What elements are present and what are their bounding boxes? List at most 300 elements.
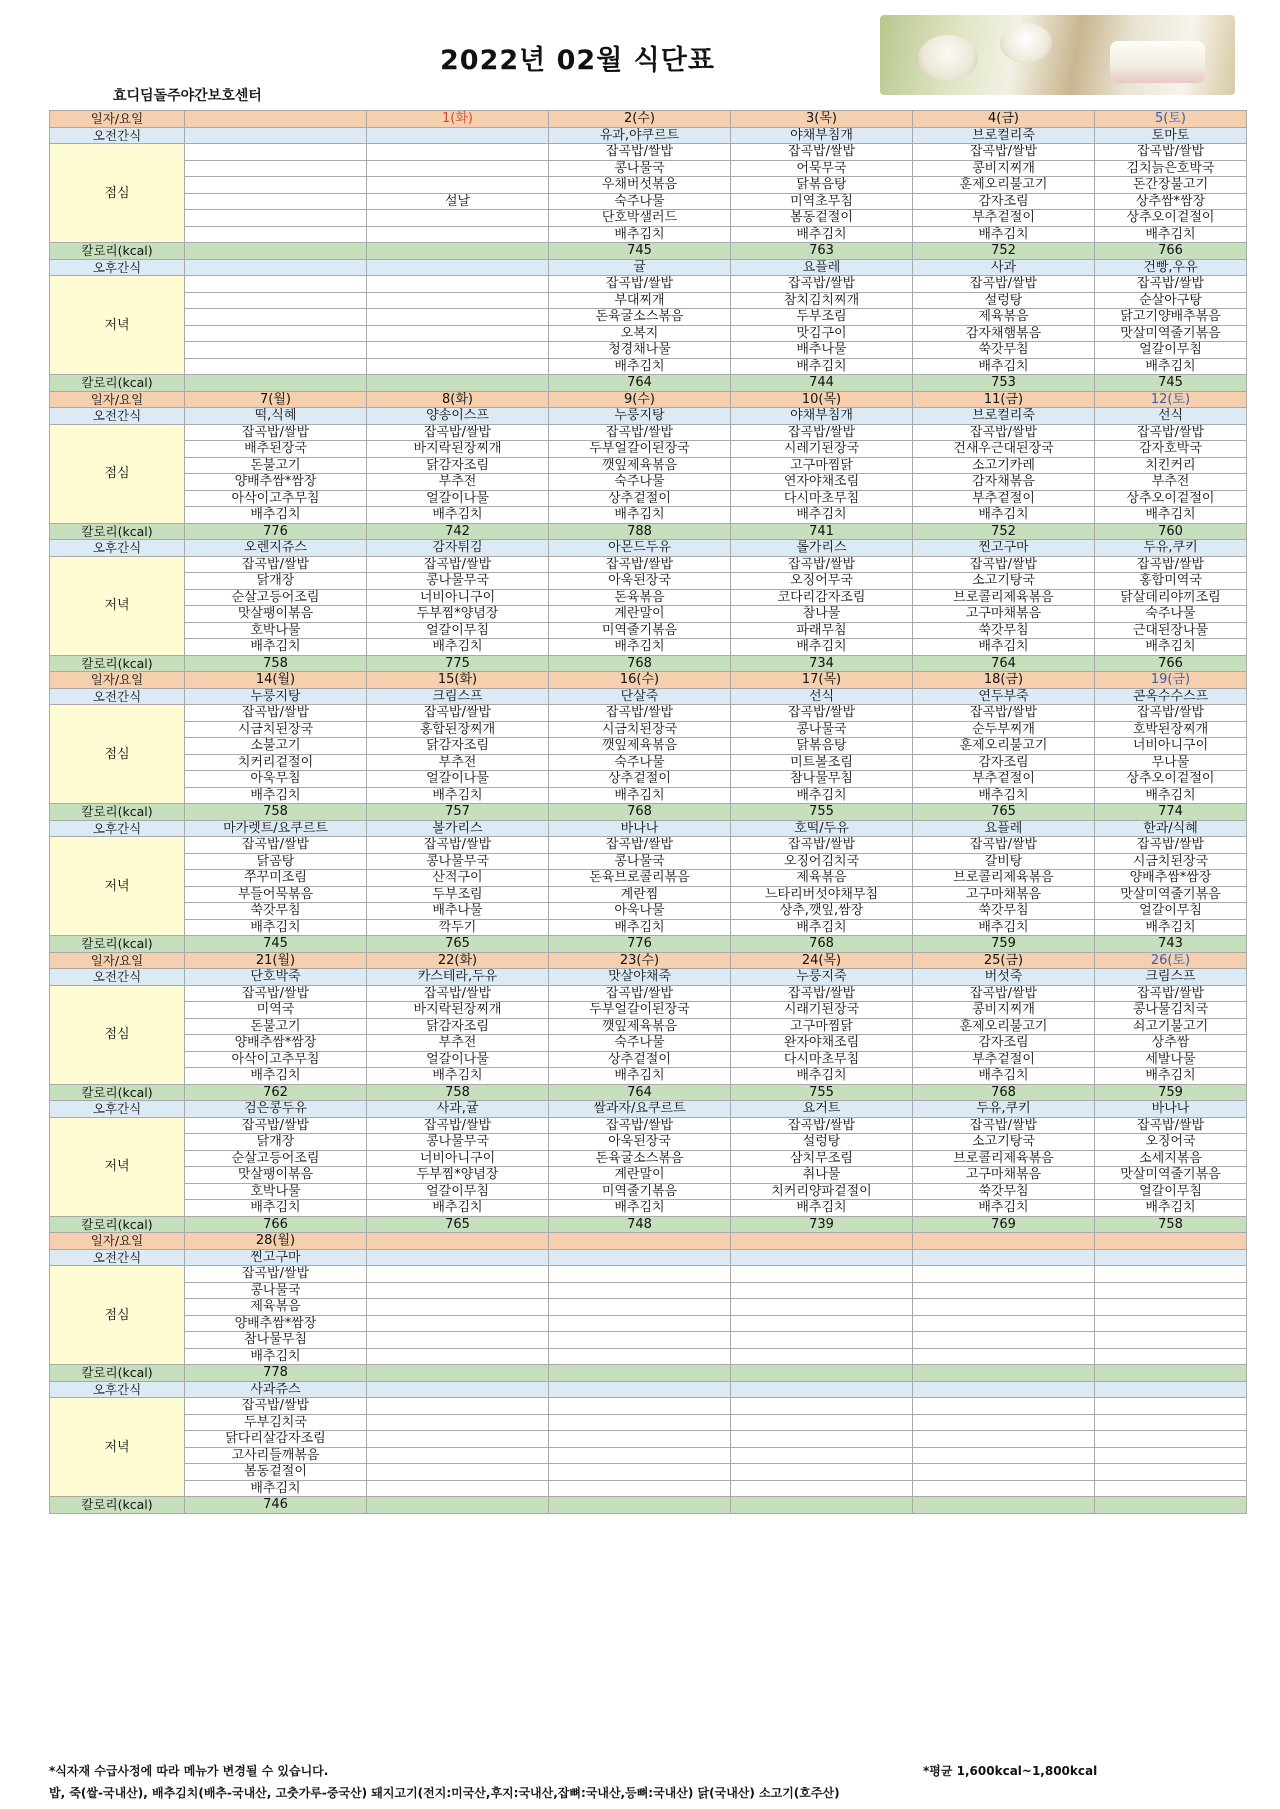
menu-cell: 닭볶음탕: [731, 738, 913, 755]
menu-cell: [1095, 1332, 1247, 1349]
menu-cell: 콩나물무국: [367, 1134, 549, 1151]
menu-cell: 잡곡밥/쌀밥: [731, 556, 913, 573]
menu-cell: 잡곡밥/쌀밥: [367, 985, 549, 1002]
menu-cell: 배추김치: [367, 1200, 549, 1217]
menu-cell: [185, 210, 367, 227]
kcal-cell: 776: [549, 936, 731, 953]
menu-cell: 고구마찜닭: [731, 1018, 913, 1035]
menu-cell: 참치김치찌개: [731, 292, 913, 309]
menu-cell: [731, 1315, 913, 1332]
kcal-cell: 757: [367, 804, 549, 821]
menu-cell: [549, 1348, 731, 1365]
pm-snack-cell: 바나나: [549, 820, 731, 837]
menu-cell: 배추김치: [549, 919, 731, 936]
lunch-row: [50, 457, 1247, 474]
meal-label: 점심: [50, 1266, 185, 1365]
menu-cell: 잡곡밥/쌀밥: [549, 144, 731, 161]
menu-cell: [367, 1299, 549, 1316]
menu-cell: [549, 1414, 731, 1431]
row-label: 칼로리(kcal): [50, 1216, 185, 1233]
menu-cell: 잡곡밥/쌀밥: [367, 1117, 549, 1134]
menu-cell: [549, 1447, 731, 1464]
menu-cell: 소불고기: [185, 738, 367, 755]
menu-cell: 너비아니구이: [367, 1150, 549, 1167]
kcal-cell: 764: [549, 375, 731, 392]
menu-cell: 시래기된장국: [731, 1002, 913, 1019]
kcal-cell-row: [50, 1365, 1247, 1382]
pm-snack-cell: 한과/식혜: [1095, 820, 1247, 837]
kcal-cell: 734: [731, 655, 913, 672]
kcal-cell: 765: [367, 936, 549, 953]
pm-snack-cell: 바나나: [1095, 1101, 1247, 1118]
menu-cell: 배추김치: [1095, 226, 1247, 243]
menu-cell: [185, 292, 367, 309]
menu-cell: 세발나물: [1095, 1051, 1247, 1068]
lunch-row: [50, 721, 1247, 738]
menu-cell: [367, 1348, 549, 1365]
kcal-cell: 763: [731, 243, 913, 260]
date-cell: [1095, 1233, 1247, 1250]
dinner-row: [50, 886, 1247, 903]
dinner-row: [50, 292, 1247, 309]
menu-cell: 배추김치: [549, 1200, 731, 1217]
menu-cell: 어묵무국: [731, 160, 913, 177]
menu-cell: 닭살데리야끼조림: [1095, 589, 1247, 606]
kcal-cell: [549, 1365, 731, 1382]
menu-cell: 닭개장: [185, 573, 367, 590]
lunch-row: [50, 193, 1247, 210]
menu-cell: [731, 1348, 913, 1365]
dinner-row: [50, 622, 1247, 639]
meal-label: 저녁: [50, 1117, 185, 1216]
menu-cell: 닭감자조림: [367, 457, 549, 474]
kcal-cell: [367, 243, 549, 260]
menu-cell: 순살아구탕: [1095, 292, 1247, 309]
menu-cell: 시레기된장국: [731, 441, 913, 458]
lunch-row: [50, 160, 1247, 177]
row-label: 오전간식: [50, 408, 185, 425]
pm-snack-cell: 사과쥬스: [185, 1381, 367, 1398]
menu-cell: 부들어묵볶음: [185, 886, 367, 903]
menu-cell: 돈육브로콜리볶음: [549, 870, 731, 887]
menu-cell: 배추김치: [1095, 919, 1247, 936]
menu-cell: 숙주나물: [549, 1035, 731, 1052]
menu-cell: [913, 1332, 1095, 1349]
menu-cell: [731, 1299, 913, 1316]
date-cell-row: [50, 111, 1247, 128]
pm-snack-cell: [731, 1381, 913, 1398]
lunch-row: [50, 177, 1247, 194]
am-snack-cell-row: [50, 408, 1247, 425]
menu-cell: 부추겉절이: [913, 771, 1095, 788]
kcal-cell: 743: [1095, 936, 1247, 953]
lunch-row: [50, 985, 1247, 1002]
menu-cell: [367, 1332, 549, 1349]
date-cell: [913, 1233, 1095, 1250]
pm-snack-cell: 롤가리스: [731, 540, 913, 557]
menu-cell: 얼갈이나물: [367, 771, 549, 788]
menu-cell: 브로콜리제육볶음: [913, 1150, 1095, 1167]
date-cell: 11(금): [913, 391, 1095, 408]
menu-cell: 미역줄기볶음: [549, 622, 731, 639]
row-label: 칼로리(kcal): [50, 1084, 185, 1101]
menu-cell: 상추오이겉절이: [1095, 490, 1247, 507]
menu-cell: 숙주나물: [549, 474, 731, 491]
menu-cell: [1095, 1282, 1247, 1299]
am-snack-cell: [185, 127, 367, 144]
center-name: 효디딤돌주야간보호센터: [113, 88, 262, 104]
menu-cell: 양배추쌈*쌈장: [185, 1035, 367, 1052]
menu-cell: [549, 1480, 731, 1497]
menu-cell: [1095, 1315, 1247, 1332]
menu-cell: 배추김치: [549, 787, 731, 804]
lunch-row: [50, 1299, 1247, 1316]
lunch-row: [50, 1332, 1247, 1349]
dinner-row: [50, 919, 1247, 936]
kcal-cell: 741: [731, 523, 913, 540]
kcal-cell: [549, 1497, 731, 1514]
menu-cell: 깻잎제육볶음: [549, 738, 731, 755]
lunch-row: [50, 1348, 1247, 1365]
pm-snack-cell: [549, 1381, 731, 1398]
menu-cell: 홍합미역국: [1095, 573, 1247, 590]
kcal-cell: 769: [913, 1216, 1095, 1233]
kcal-cell: 762: [185, 1084, 367, 1101]
menu-cell: 닭감자조림: [367, 1018, 549, 1035]
menu-cell: 오징어무국: [731, 573, 913, 590]
date-cell: 3(목): [731, 111, 913, 128]
menu-cell: 단호박샐러드: [549, 210, 731, 227]
am-snack-cell: 야채부침개: [731, 408, 913, 425]
pm-snack-cell: 아몬드두유: [549, 540, 731, 557]
pm-snack-cell: 요거트: [731, 1101, 913, 1118]
menu-cell: 쑥갓무침: [913, 903, 1095, 920]
pm-snack-cell-row: [50, 1381, 1247, 1398]
menu-cell: 배추김치: [913, 507, 1095, 524]
menu-cell: 감자채햄볶음: [913, 325, 1095, 342]
dinner-row: [50, 358, 1247, 375]
meal-label: 점심: [50, 144, 185, 243]
menu-cell: 고구마찜닭: [731, 457, 913, 474]
lunch-row: [50, 705, 1247, 722]
menu-cell: [731, 1447, 913, 1464]
row-label: 오후간식: [50, 1101, 185, 1118]
menu-cell: 깻잎제육볶음: [549, 457, 731, 474]
menu-cell: [367, 1282, 549, 1299]
menu-cell: 아욱된장국: [549, 1134, 731, 1151]
menu-cell: [185, 342, 367, 359]
menu-cell: 배추나물: [731, 342, 913, 359]
kcal-cell: 788: [549, 523, 731, 540]
kcal-cell: [185, 375, 367, 392]
menu-cell: 고구마채볶음: [913, 1167, 1095, 1184]
menu-cell: 잡곡밥/쌀밥: [185, 985, 367, 1002]
row-label: 일자/요일: [50, 111, 185, 128]
menu-cell: 잡곡밥/쌀밥: [549, 705, 731, 722]
menu-cell: [367, 1266, 549, 1283]
menu-cell: [913, 1414, 1095, 1431]
date-cell: 26(토): [1095, 952, 1247, 969]
menu-cell: 배추김치: [913, 226, 1095, 243]
date-cell: 25(금): [913, 952, 1095, 969]
menu-cell: 미역국: [185, 1002, 367, 1019]
dinner-row: [50, 1134, 1247, 1151]
dinner-row: [50, 309, 1247, 326]
date-cell: 8(화): [367, 391, 549, 408]
menu-cell: [1095, 1348, 1247, 1365]
menu-cell: 순살고등어조림: [185, 1150, 367, 1167]
kcal-cell: 745: [549, 243, 731, 260]
kcal-cell: [367, 1497, 549, 1514]
menu-cell: 양배추쌈*쌈장: [185, 474, 367, 491]
menu-cell: [367, 309, 549, 326]
menu-cell: 배추김치: [731, 787, 913, 804]
menu-cell: 아욱무침: [185, 771, 367, 788]
menu-cell: 닭개장: [185, 1134, 367, 1151]
kcal-cell: 745: [185, 936, 367, 953]
pm-snack-cell: 찐고구마: [913, 540, 1095, 557]
lunch-row: [50, 1282, 1247, 1299]
date-cell: 7(월): [185, 391, 367, 408]
menu-cell: 상추쌈*쌈장: [1095, 193, 1247, 210]
menu-cell: [1095, 1414, 1247, 1431]
menu-cell: 잡곡밥/쌀밥: [549, 985, 731, 1002]
menu-cell: 순살고등어조림: [185, 589, 367, 606]
dinner-row: [50, 1398, 1247, 1415]
menu-cell: 치커리양파겉절이: [731, 1183, 913, 1200]
pm-snack-cell: 사과,귤: [367, 1101, 549, 1118]
am-snack-cell: 콘옥수수스프: [1095, 688, 1247, 705]
kcal-cell: 775: [367, 655, 549, 672]
menu-cell: 감자채볶음: [913, 474, 1095, 491]
menu-cell: 제육볶음: [185, 1299, 367, 1316]
menu-cell: [731, 1414, 913, 1431]
am-snack-cell: 크림스프: [1095, 969, 1247, 986]
kcal-cell: 755: [731, 1084, 913, 1101]
menu-cell: [913, 1447, 1095, 1464]
menu-cell: 배추김치: [367, 507, 549, 524]
menu-cell: 미역초무침: [731, 193, 913, 210]
lunch-row: [50, 738, 1247, 755]
menu-cell: [913, 1282, 1095, 1299]
date-cell: 18(금): [913, 672, 1095, 689]
pm-snack-cell: 검은콩두유: [185, 1101, 367, 1118]
menu-cell: 봄동겉절이: [185, 1464, 367, 1481]
menu-cell: [367, 358, 549, 375]
meal-label: 저녁: [50, 837, 185, 936]
row-label: 일자/요일: [50, 672, 185, 689]
lunch-row: [50, 441, 1247, 458]
menu-cell: [185, 160, 367, 177]
menu-cell: 제육볶음: [731, 870, 913, 887]
menu-cell: 무나물: [1095, 754, 1247, 771]
menu-cell: 고구마채볶음: [913, 606, 1095, 623]
menu-cell: [731, 1398, 913, 1415]
date-cell: 24(목): [731, 952, 913, 969]
menu-cell: 오복지: [549, 325, 731, 342]
kcal-cell: [1095, 1365, 1247, 1382]
row-label: 칼로리(kcal): [50, 655, 185, 672]
kcal-cell: 742: [367, 523, 549, 540]
kcal-cell-row: [50, 243, 1247, 260]
kcal-cell: 745: [1095, 375, 1247, 392]
menu-cell: 배추김치: [185, 919, 367, 936]
menu-cell: 너비아니구이: [1095, 738, 1247, 755]
menu-cell: 콩나물국: [549, 853, 731, 870]
menu-cell: 시금치된장국: [185, 721, 367, 738]
menu-cell: 배추김치: [185, 639, 367, 656]
menu-cell: [549, 1464, 731, 1481]
row-label: 칼로리(kcal): [50, 1365, 185, 1382]
kcal-cell: [367, 375, 549, 392]
menu-cell: 브로콜리제육볶음: [913, 589, 1095, 606]
menu-cell: 미역줄기볶음: [549, 1183, 731, 1200]
am-snack-cell: 누룽지탕: [185, 688, 367, 705]
kcal-cell-row: [50, 1497, 1247, 1514]
pm-snack-cell: 쌀과자/요쿠르트: [549, 1101, 731, 1118]
menu-cell: [549, 1398, 731, 1415]
menu-cell: 잡곡밥/쌀밥: [1095, 1117, 1247, 1134]
am-snack-cell: 토마토: [1095, 127, 1247, 144]
menu-cell: 연자야채조림: [731, 474, 913, 491]
row-label: 일자/요일: [50, 391, 185, 408]
pm-snack-cell: 마가렛트/요쿠르트: [185, 820, 367, 837]
menu-cell: 배추김치: [1095, 1200, 1247, 1217]
kcal-cell: 758: [185, 655, 367, 672]
row-label: 칼로리(kcal): [50, 804, 185, 821]
lunch-row: [50, 771, 1247, 788]
menu-cell: 제육볶음: [913, 309, 1095, 326]
kcal-cell: [185, 243, 367, 260]
meal-plan-table: [49, 110, 1247, 1514]
menu-cell: 배추김치: [913, 358, 1095, 375]
date-cell: [367, 1233, 549, 1250]
tea-cup-image: [918, 35, 978, 81]
menu-cell: 호박나물: [185, 622, 367, 639]
menu-cell: [367, 177, 549, 194]
menu-cell: 소세지볶음: [1095, 1150, 1247, 1167]
am-snack-cell: 카스테라,두유: [367, 969, 549, 986]
menu-cell: 감자조림: [913, 754, 1095, 771]
pm-snack-cell-row: [50, 820, 1247, 837]
menu-cell: [367, 325, 549, 342]
menu-cell: 참나물무침: [185, 1332, 367, 1349]
date-cell: 16(수): [549, 672, 731, 689]
pm-snack-cell: 두유,쿠키: [1095, 540, 1247, 557]
date-cell-row: [50, 391, 1247, 408]
row-label: 오후간식: [50, 1381, 185, 1398]
menu-cell: 잡곡밥/쌀밥: [367, 837, 549, 854]
am-snack-cell: 떡,식혜: [185, 408, 367, 425]
kcal-cell: 746: [185, 1497, 367, 1514]
menu-cell: 소고기탕국: [913, 1134, 1095, 1151]
menu-cell: 부대찌개: [549, 292, 731, 309]
kcal-cell: 758: [185, 804, 367, 821]
meal-label: 저녁: [50, 556, 185, 655]
menu-cell: 두부찜*양념장: [367, 606, 549, 623]
menu-cell: 잡곡밥/쌀밥: [913, 144, 1095, 161]
menu-cell: 잡곡밥/쌀밥: [549, 424, 731, 441]
lunch-row: [50, 490, 1247, 507]
menu-cell: 잡곡밥/쌀밥: [913, 1117, 1095, 1134]
menu-cell: 콩나물무국: [367, 573, 549, 590]
kcal-cell: 774: [1095, 804, 1247, 821]
menu-cell: 쇠고기불고기: [1095, 1018, 1247, 1035]
menu-cell: [1095, 1299, 1247, 1316]
menu-cell: 배추김치: [185, 1480, 367, 1497]
average-calories: *평균 1,600kcal~1,800kcal: [923, 1764, 1098, 1778]
menu-cell: 얼갈이나물: [367, 1051, 549, 1068]
menu-cell: 상추겉절이: [549, 771, 731, 788]
menu-cell: 두부조림: [367, 886, 549, 903]
menu-cell: 숙주나물: [549, 193, 731, 210]
footnotes: [49, 1762, 840, 1800]
menu-cell: 삼치무조림: [731, 1150, 913, 1167]
menu-cell: 오징어김치국: [731, 853, 913, 870]
kcal-cell: [913, 1365, 1095, 1382]
menu-cell: [913, 1266, 1095, 1283]
pm-snack-cell-row: [50, 540, 1247, 557]
menu-cell: 배추김치: [367, 639, 549, 656]
dinner-row: [50, 837, 1247, 854]
am-snack-cell: 야채부침개: [731, 127, 913, 144]
lunch-row: [50, 787, 1247, 804]
dinner-row: [50, 573, 1247, 590]
date-cell-row: [50, 952, 1247, 969]
menu-cell: 잡곡밥/쌀밥: [731, 985, 913, 1002]
menu-cell: 잡곡밥/쌀밥: [1095, 705, 1247, 722]
menu-cell: 아삭이고추무침: [185, 490, 367, 507]
lunch-row: [50, 1018, 1247, 1035]
menu-cell: 배추김치: [1095, 1068, 1247, 1085]
meal-label: 저녁: [50, 276, 185, 375]
date-cell: 9(수): [549, 391, 731, 408]
menu-cell: 깻잎제육볶음: [549, 1018, 731, 1035]
menu-cell: 배추김치: [185, 787, 367, 804]
menu-cell: [549, 1315, 731, 1332]
menu-cell: 파래무침: [731, 622, 913, 639]
am-snack-cell: [549, 1249, 731, 1266]
menu-cell: 계란찜: [549, 886, 731, 903]
pm-snack-cell: 사과: [913, 259, 1095, 276]
menu-cell: 청경채나물: [549, 342, 731, 359]
pm-snack-cell: 건빵,우유: [1095, 259, 1247, 276]
menu-cell: 부추전: [367, 474, 549, 491]
kcal-cell-row: [50, 936, 1247, 953]
menu-cell: 얼갈이무침: [367, 622, 549, 639]
menu-cell: 소고기탕국: [913, 573, 1095, 590]
menu-cell: 쑥갓무침: [913, 622, 1095, 639]
menu-cell: 배추김치: [1095, 358, 1247, 375]
lunch-row: [50, 144, 1247, 161]
meal-label: 저녁: [50, 1398, 185, 1497]
date-cell: 12(토): [1095, 391, 1247, 408]
menu-cell: 두부얼갈이된장국: [549, 1002, 731, 1019]
menu-cell: [367, 1414, 549, 1431]
am-snack-cell: [1095, 1249, 1247, 1266]
menu-cell: 양배추쌈*쌈장: [185, 1315, 367, 1332]
row-label: 오후간식: [50, 259, 185, 276]
food-photo: [880, 15, 1235, 95]
row-label: 오전간식: [50, 1249, 185, 1266]
dinner-row: [50, 1480, 1247, 1497]
am-snack-cell: [367, 127, 549, 144]
kcal-cell: 764: [549, 1084, 731, 1101]
menu-cell: 잡곡밥/쌀밥: [549, 1117, 731, 1134]
menu-cell: 상추오이겉절이: [1095, 210, 1247, 227]
am-snack-cell: 연두부죽: [913, 688, 1095, 705]
date-cell: 10(목): [731, 391, 913, 408]
